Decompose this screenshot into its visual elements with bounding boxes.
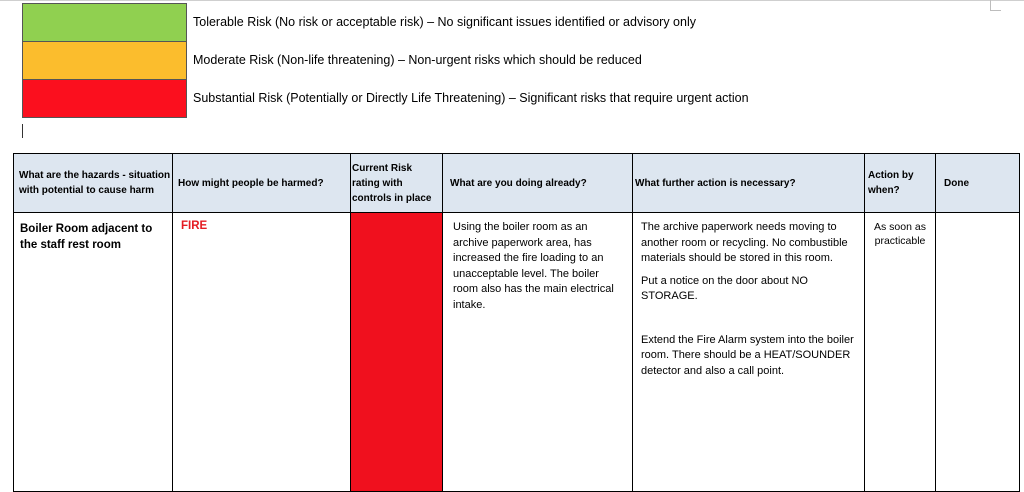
header-harmed: How might people be harmed?	[173, 154, 351, 213]
legend-swatch-red	[22, 79, 187, 118]
risk-assessment-table	[13, 153, 1020, 492]
cell-action-by: As soon as practicable	[865, 213, 936, 492]
header-done: Done	[936, 154, 1020, 213]
header-further-action: What further action is necessary?	[633, 154, 865, 213]
legend-text-moderate: Moderate Risk (Non-life threatening) – Non-urgent risks which should be reduced	[193, 53, 642, 67]
cell-risk-rating	[351, 213, 443, 492]
page-corner-mark	[990, 0, 1001, 11]
legend-row-substantial	[22, 79, 822, 118]
table-row	[14, 213, 1020, 492]
legend-text-tolerable: Tolerable Risk (No risk or acceptable risk) – No significant issues identified or advisory only	[193, 15, 696, 29]
further-action-2: Put a notice on the door about NO STORAGE.	[641, 274, 808, 302]
legend-swatch-green	[22, 3, 187, 42]
legend-swatch-amber	[22, 41, 187, 80]
table-header-row	[14, 154, 1020, 213]
header-current-risk: Current Risk rating with controls in place	[351, 154, 443, 213]
cell-harm: FIRE	[173, 213, 351, 492]
cell-hazard: Boiler Room adjacent to the staff rest room	[14, 213, 173, 492]
legend-text-substantial: Substantial Risk (Potentially or Directly Life Threatening) – Significant risks that require urgent action	[193, 91, 749, 105]
page-top-border	[0, 0, 1024, 1]
legend-row-moderate	[22, 41, 822, 80]
header-doing-already: What are you doing already?	[443, 154, 633, 213]
header-hazards: What are the hazards - situation with potential to cause harm	[14, 154, 173, 213]
cell-further-action	[633, 213, 865, 492]
further-action-3: Extend the Fire Alarm system into the boiler room. There should be a HEAT/SOUNDER detector and also a call point.	[641, 333, 854, 377]
header-action-by: Action by when?	[865, 154, 936, 213]
legend-row-tolerable	[22, 3, 822, 42]
further-action-1: The archive paperwork needs moving to another room or recycling. No combustible materials should be stored in this room.	[641, 221, 848, 264]
cell-done[interactable]	[936, 213, 1020, 492]
cell-doing-already: Using the boiler room as an archive paperwork area, has increased the fire loading to an unacceptable level. The boiler room also has the main electrical intake.	[443, 213, 633, 492]
text-cursor	[22, 124, 23, 138]
